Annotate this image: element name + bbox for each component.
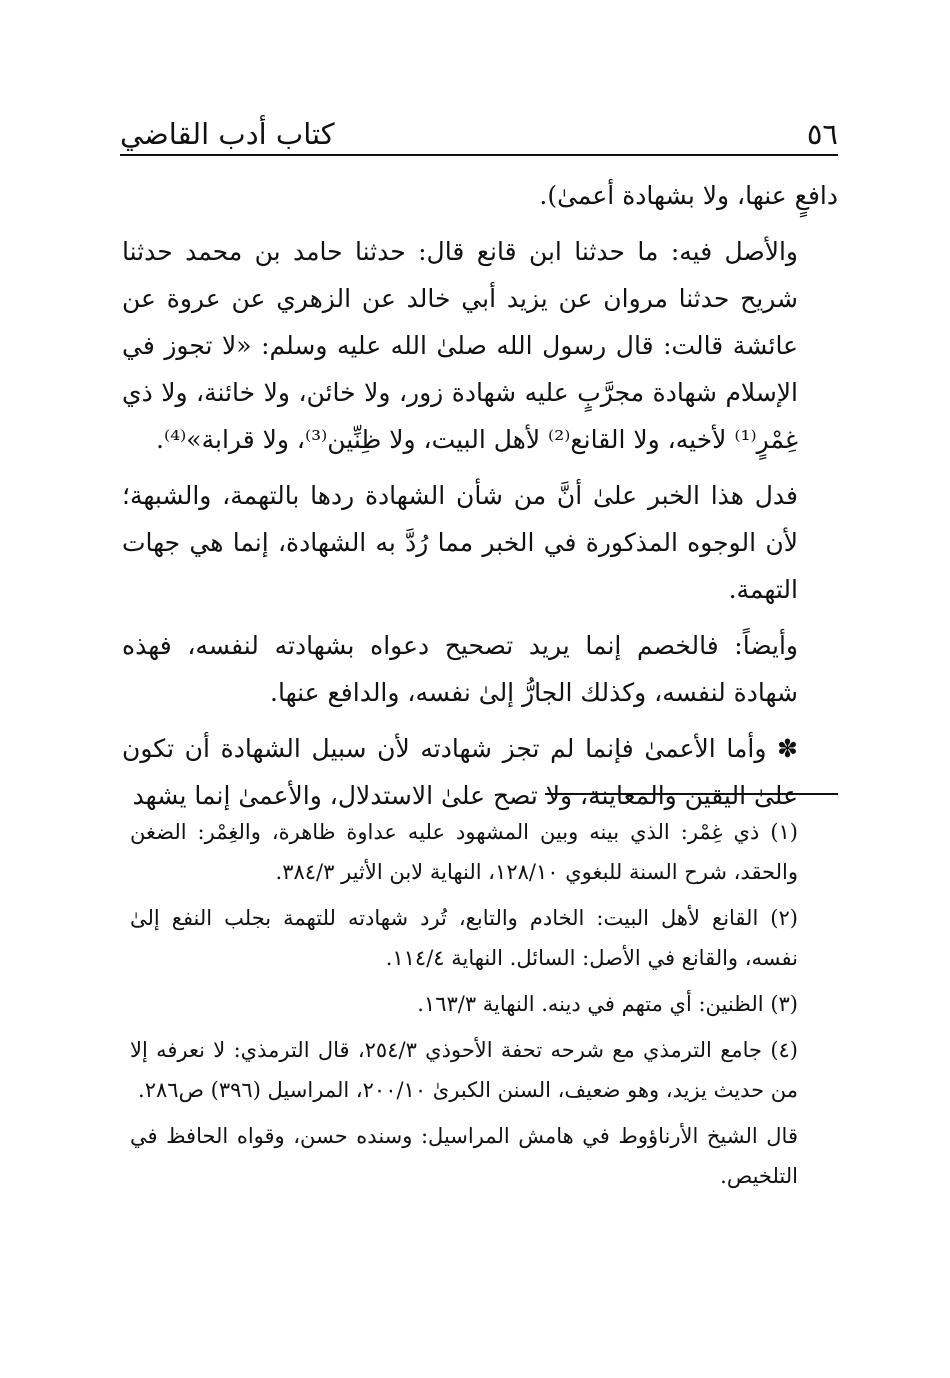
paragraph: ✽ وأما الأعمىٰ فإنما لم تجز شهادته لأن سبيل الشهادة أن تكون علىٰ اليقين والمعاينة، ولا تصح علىٰ الاستدلال، والأعمىٰ إنما يشهد [122, 734, 798, 810]
paragraph: وأيضاً: فالخصم إنما يريد تصحيح دعواه بشهادته لنفسه، فهذه شهادة لنفسه، وكذلك الجارُّ إلىٰ نفسه، والدافع عنها. [122, 631, 798, 707]
footnote: (١) ذي غِمْر: الذي بينه وبين المشهود عليه عداوة ظاهرة، والغِمْر: الضغن والحقد، شرح السنة للبغوي ١٢٨/١٠، النهاية لابن الأثير ٣٨٤/٣. [130, 820, 798, 884]
footnote: (٣) الظنين: أي متهم في دينه. النهاية ١٦٣/٣. [417, 992, 798, 1016]
page-number: ٥٦ [806, 117, 838, 151]
paragraph: فدل هذا الخبر علىٰ أنَّ من شأن الشهادة ردها بالتهمة، والشبهة؛ لأن الوجوه المذكورة في الخبر مما رُدَّ به الشهادة، إنما هي جهات التهمة. [122, 481, 798, 604]
footnote-divider [545, 793, 838, 795]
book-title: كتاب أدب القاضي [120, 117, 335, 151]
page-header [120, 112, 838, 152]
main-text [122, 172, 838, 828]
footnote: (٤) جامع الترمذي مع شرحه تحفة الأحوذي ٢٥٤/٣، قال الترمذي: لا نعرفه إلا من حديث يزيد، وهو ضعيف، السنن الكبرىٰ ٢٠٠/١٠، المراسيل (٣٩٦) ص٢٨٦. [130, 1038, 798, 1102]
paragraph: دافعٍ عنها، ولا بشهادة أعمىٰ). [539, 181, 838, 210]
footnote: قال الشيخ الأرناؤوط في هامش المراسيل: وسنده حسن، وقواه الحافظ في التلخيص. [130, 1124, 798, 1188]
paragraph: والأصل فيه: ما حدثنا ابن قانع قال: حدثنا حامد بن محمد حدثنا شريح حدثنا مروان عن يزيد أبي خالد عن الزهري عن عروة عن عائشة قالت: قال رسول الله صلىٰ الله عليه وسلم: «لا تجوز في الإسلام شهادة مجرَّبٍ عليه شهادة زور، ولا خائن، ولا خائنة، ولا ذي غِمْرٍ⁽¹⁾ لأخيه، ولا القانع⁽²⁾ لأهل البيت، ولا ظِنِّين⁽³⁾، ولا قرابة»⁽⁴⁾. [122, 237, 798, 454]
footnote: (٢) القانع لأهل البيت: الخادم والتابع، تُرد شهادته للتهمة بجلب النفع إلىٰ نفسه، والقانع في الأصل: السائل. النهاية ١١٤/٤. [130, 906, 798, 970]
header-divider [120, 154, 838, 156]
footnotes [130, 812, 838, 1202]
